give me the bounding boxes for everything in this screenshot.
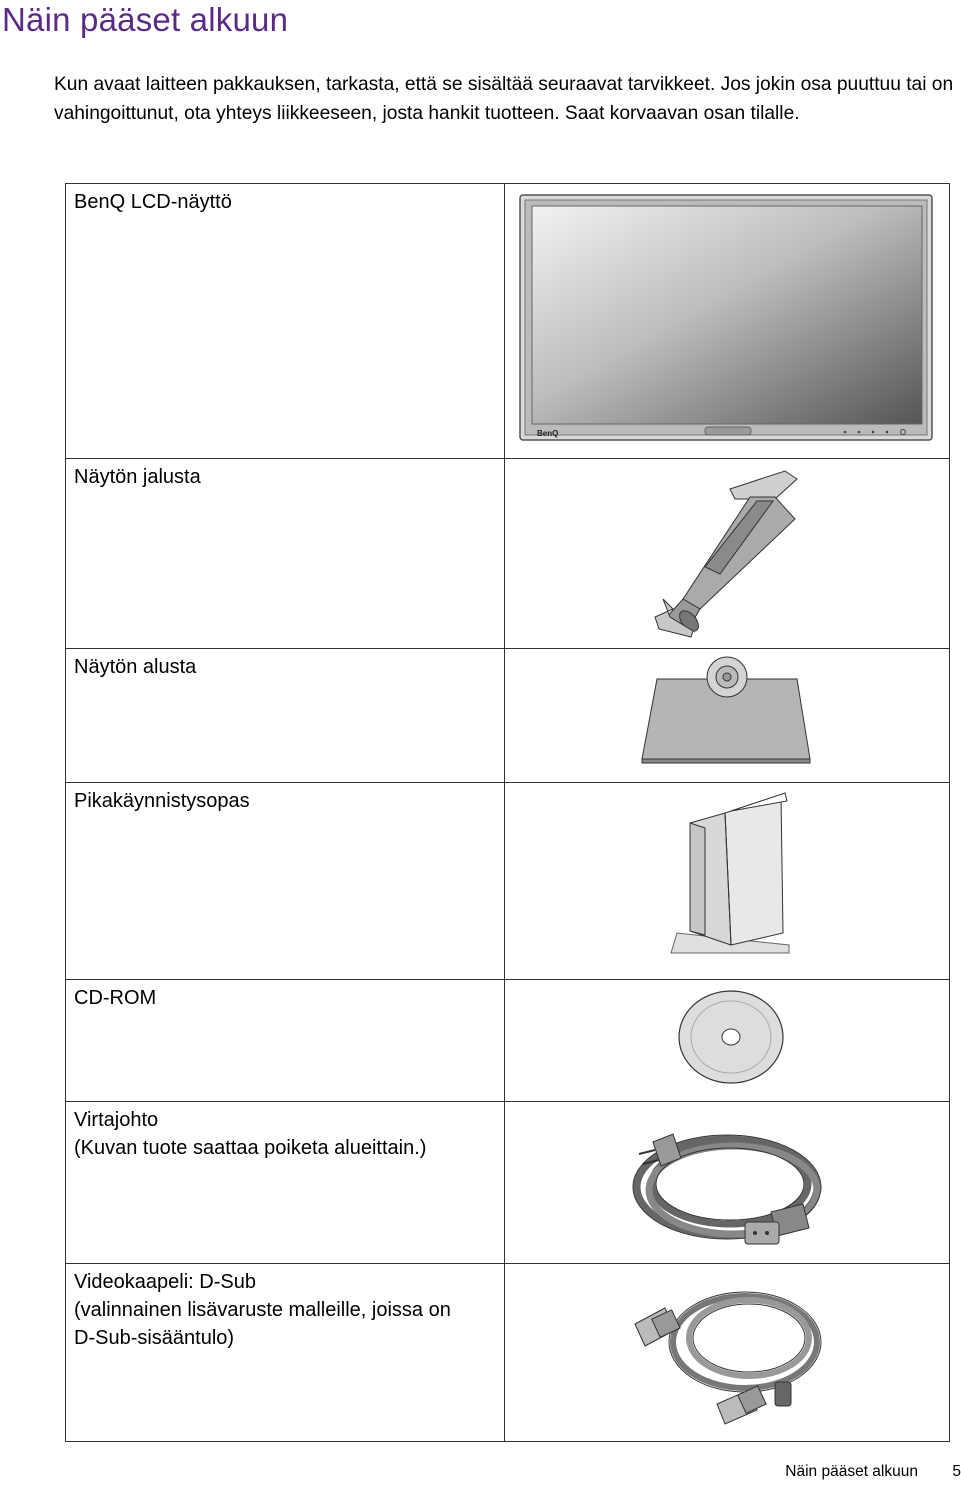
item-label-cd-rom: CD-ROM: [74, 987, 157, 1009]
table-row: [66, 980, 950, 1102]
stand-base-icon: [505, 649, 951, 782]
stand-arm-icon: [505, 459, 951, 648]
power-cord-icon: [505, 1102, 951, 1263]
brand-logo: BenQ: [537, 429, 559, 438]
dsub-cable-icon: [505, 1264, 951, 1441]
item-label-power-cord: Virtajohto (Kuvan tuote saattaa poiketa alueittain.): [74, 1109, 427, 1159]
item-label-quick-guide: Pikakäynnistysopas: [74, 790, 250, 812]
footer-section-title: Näin pääset alkuun: [785, 1463, 918, 1480]
page-number: 5: [952, 1463, 961, 1480]
page-title: Näin pääset alkuun: [2, 1, 289, 38]
item-label-stand-arm: Näytön jalusta: [74, 466, 201, 488]
monitor-icon: [505, 184, 951, 458]
table-row: [66, 1102, 950, 1264]
table-row: [66, 1264, 950, 1442]
table-row: [66, 459, 950, 649]
table-row: [66, 184, 950, 459]
intro-paragraph: Kun avaat laitteen pakkauksen, tarkasta, että se sisältää seuraavat tarvikkeet. Jos jokin osa puuttuu tai on vahingoittunut, ota yhteys liikkeeseen, josta hankit tuotteen. Saat korvaavan osan tilalle.: [54, 74, 954, 124]
package-contents-table: [65, 183, 950, 1442]
item-label-dsub-cable: Videokaapeli: D-Sub (valinnainen lisävaruste malleille, joissa on D-Sub-sisääntulo): [74, 1271, 451, 1349]
item-label-monitor: BenQ LCD-näyttö: [74, 191, 232, 213]
table-row: [66, 783, 950, 980]
cd-rom-icon: [505, 980, 951, 1101]
quick-guide-icon: [505, 783, 951, 979]
table-row: [66, 649, 950, 783]
item-label-stand-base: Näytön alusta: [74, 656, 197, 678]
